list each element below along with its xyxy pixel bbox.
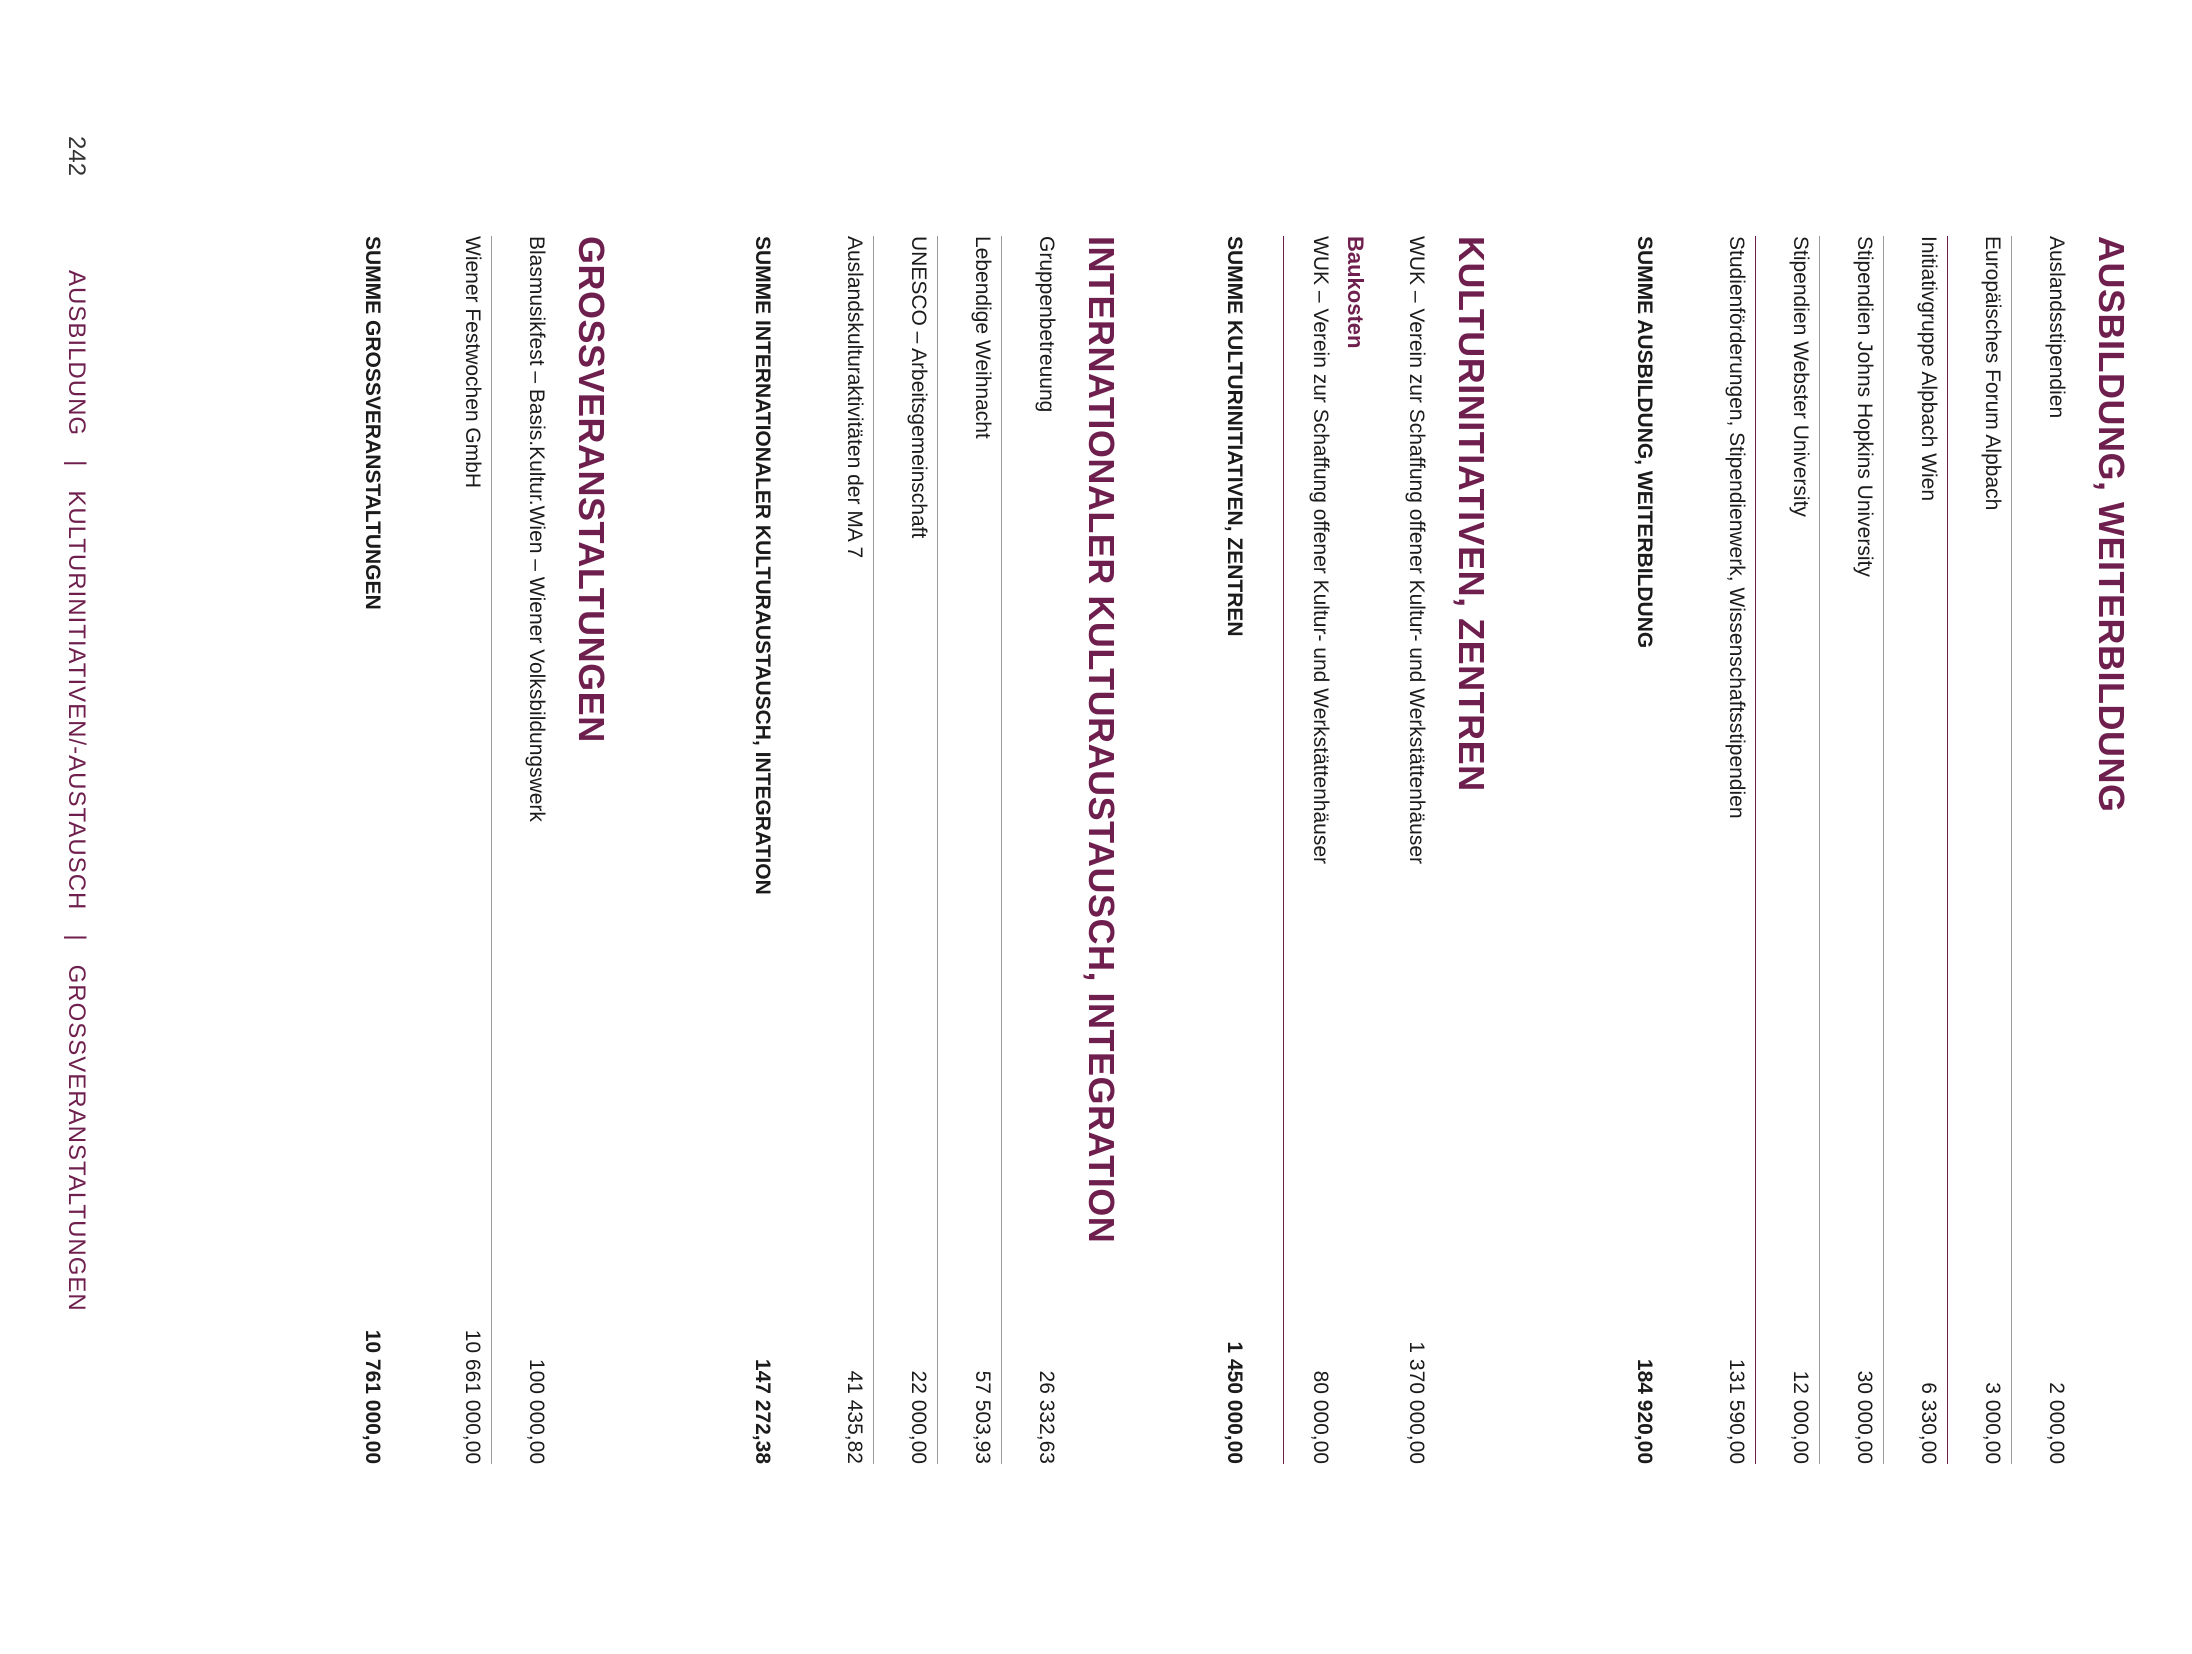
row-value: 6 330,00	[1917, 1382, 1940, 1464]
sum-row	[328, 236, 392, 1464]
row-value: 2 000,00	[2045, 1382, 2068, 1464]
table-row	[491, 236, 556, 1464]
table-row	[2011, 236, 2076, 1464]
table-row	[1883, 236, 1948, 1464]
row-value: 1 370 000,00	[1405, 1341, 1428, 1464]
table-row	[873, 236, 938, 1464]
row-label: Wiener Festwochen GmbH	[461, 236, 484, 489]
row-value: 131 590,00	[1725, 1358, 1748, 1464]
table-row	[1283, 236, 1340, 1464]
table-row	[810, 236, 874, 1464]
sum-value: 10 761 000,00	[361, 1329, 384, 1464]
footer-crumb-ausbildung: AUSBILDUNG	[63, 270, 90, 437]
row-value: 30 000,00	[1853, 1370, 1876, 1464]
row-label: Europäisches Forum Alpbach	[1981, 236, 2004, 511]
footer-crumb-kultur: KULTURINITIATIVEN/-AUSTAUSCH	[63, 490, 90, 911]
sum-label: SUMME GROSSVERANSTALTUNGEN	[361, 236, 384, 610]
sum-label: SUMME KULTURINITIATIVEN, ZENTREN	[1223, 236, 1246, 637]
subheading-baukosten: Baukosten	[1343, 236, 1368, 349]
table-row	[1001, 236, 1066, 1464]
section-title-gross: GROSSVERANSTALTUNGEN	[571, 236, 612, 743]
row-label: Gruppenbetreuung	[1035, 236, 1058, 413]
page-number: 242	[63, 136, 90, 177]
section-title-kultur: KULTURINITIATIVEN, ZENTREN	[1451, 236, 1492, 792]
sum-value: 184 920,00	[1633, 1358, 1656, 1464]
row-value: 12 000,00	[1789, 1370, 1812, 1464]
row-label: Lebendige Weihnacht	[971, 236, 994, 439]
table-row	[1819, 236, 1884, 1464]
row-label: Initiativgruppe Alpbach Wien	[1917, 236, 1940, 501]
row-value: 100 000,00	[525, 1358, 548, 1464]
page-footer	[62, 136, 90, 1312]
table-row	[1692, 236, 1756, 1464]
row-value: 80 000,00	[1309, 1370, 1332, 1464]
row-label: Blasmusikfest – Basis.Kultur.Wien – Wiener Volksbildungswerk	[525, 236, 548, 822]
footer-crumb-gross: GROSSVERANSTALTUNGEN	[63, 964, 90, 1312]
sum-row	[718, 236, 782, 1464]
footer-separator: |	[63, 934, 90, 941]
table-row	[428, 236, 492, 1464]
sum-row	[1190, 236, 1254, 1464]
row-value: 3 000,00	[1981, 1382, 2004, 1464]
row-label: WUK – Verein zur Schaffung offener Kultur- und Werkstättenhäuser	[1405, 236, 1428, 865]
sum-label: SUMME INTERNATIONALER KULTURAUSTAUSCH, INTEGRATION	[751, 236, 774, 895]
footer-separator: |	[63, 460, 90, 467]
sum-row	[1600, 236, 1664, 1464]
table-row	[1947, 236, 2012, 1464]
section-title-ausbildung: AUSBILDUNG, WEITERBILDUNG	[2091, 236, 2132, 813]
row-label: Stipendien Johns Hopkins University	[1853, 236, 1876, 577]
row-label: UNESCO – Arbeitsgemeinschaft	[907, 236, 930, 539]
row-label: Auslandskulturaktivitäten der MA 7	[843, 236, 866, 559]
row-label: Stipendien Webster University	[1789, 236, 1812, 517]
sum-label: SUMME AUSBILDUNG, WEITERBILDUNG	[1633, 236, 1656, 649]
row-label: Auslandsstipendien	[2045, 236, 2068, 419]
section-title-international: INTERNATIONALER KULTURAUSTAUSCH, INTEGRATION	[1081, 236, 1122, 1244]
sum-value: 1 450 000,00	[1223, 1341, 1246, 1464]
row-value: 57 503,93	[971, 1370, 994, 1464]
sum-value: 147 272,38	[751, 1358, 774, 1464]
table-row	[1372, 236, 1436, 1464]
row-value: 26 332,63	[1035, 1370, 1058, 1464]
table-row	[937, 236, 1002, 1464]
row-value: 41 435,82	[843, 1370, 866, 1464]
table-row	[1755, 236, 1820, 1464]
row-value: 10 661 000,00	[461, 1329, 484, 1464]
row-label: WUK – Verein zur Schaffung offener Kultur- und Werkstättenhäuser	[1309, 236, 1332, 865]
row-label: Studienförderungen, Stipendienwerk, Wissenschaftsstipendien	[1725, 236, 1748, 819]
row-value: 22 000,00	[907, 1370, 930, 1464]
